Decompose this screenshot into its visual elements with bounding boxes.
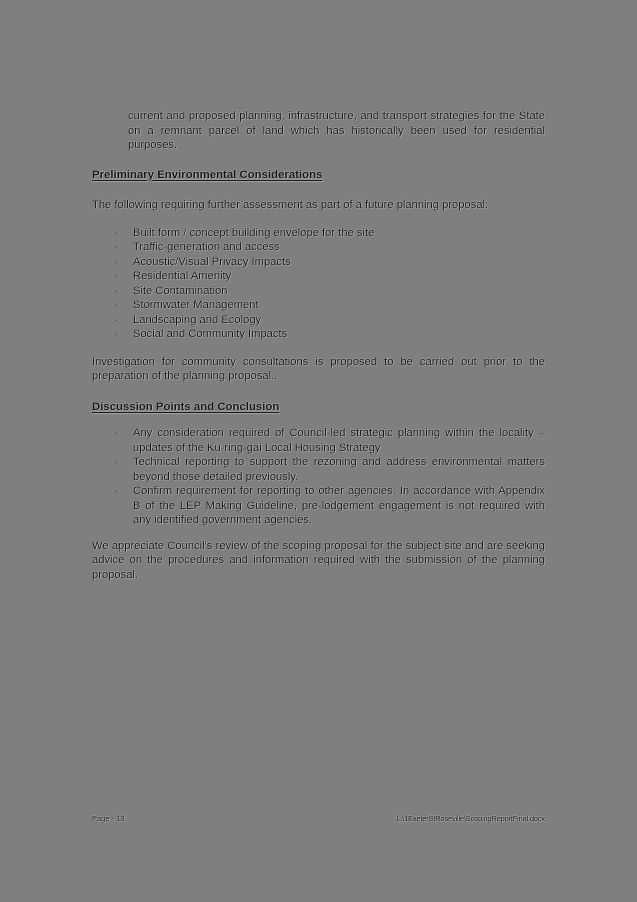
section-heading-discussion-points-and-conclusion: Discussion Points and Conclusion — [92, 400, 280, 413]
bullet-dash: - — [115, 456, 119, 468]
document-body — [92, 0, 545, 582]
bullet-dash: - — [115, 270, 119, 282]
list-item-text: Any consideration required of Council-led strategic planning within the locality – updates of the Ku-ring-gai Local Housing Strategy — [133, 427, 545, 454]
footer-file-path: L:\1ExeterStRoseville\ScopingReportFinal.docx — [396, 814, 545, 823]
list-item-text: Site Contamination — [133, 284, 228, 297]
list-item-text: Traffic-generation and access — [133, 241, 280, 253]
bullet-dash: - — [115, 313, 119, 326]
discussion-points-list — [92, 426, 545, 528]
environmental-considerations-list — [92, 226, 545, 342]
page-footer — [92, 814, 545, 824]
bullet-dash: - — [115, 485, 119, 497]
conclusion-paragraph: We appreciate Council's review of the scoping proposal for the subject site and are seeking advice on the procedures and information required with the submission of the planning proposal. — [92, 539, 545, 581]
list-item — [92, 240, 545, 255]
list-item — [92, 327, 545, 342]
list-item — [92, 455, 545, 484]
bullet-dash: - — [115, 427, 119, 439]
bullet-dash: - — [115, 284, 119, 297]
list-item — [92, 269, 545, 284]
list-item — [92, 255, 545, 270]
list-item-text: Confirm requirement for reporting to other agencies. In accordance with Appendix B of the LEP Making Guideline, pre-lodgement engagement is not required with any identified government agencies. — [133, 485, 545, 526]
list-item — [92, 426, 545, 455]
list-item-text: Built form / concept building envelope for the site — [133, 226, 375, 239]
list-item — [92, 226, 545, 241]
list-item — [92, 313, 545, 328]
preliminary-lead-paragraph: The following requiring further assessment as part of a future planning proposal: — [92, 199, 489, 211]
bullet-dash: - — [115, 226, 119, 239]
intro-paragraph: current and proposed planning, infrastructure, and transport strategies for the State on a remnant parcel of land which has historically been used for residential purposes. — [128, 110, 545, 151]
bullet-dash: - — [115, 255, 119, 268]
list-item-text: Stormwater Management — [133, 299, 259, 311]
list-item-text: Acoustic/Visual Privacy Impacts — [133, 255, 291, 268]
list-item — [92, 284, 545, 299]
list-item-text: Landscaping and Ecology — [133, 313, 262, 326]
bullet-dash: - — [115, 241, 119, 253]
list-item — [92, 298, 545, 313]
list-item-text: Social and Community Impacts — [133, 328, 288, 340]
list-item — [92, 484, 545, 528]
list-item-text: Residential Amenity — [133, 270, 232, 282]
bullet-dash: - — [115, 299, 119, 311]
footer-page-number: Page - 13 — [92, 814, 125, 823]
list-item-text: Technical reporting to support the rezoning and address environmental matters beyond those detailed previously. — [133, 456, 545, 483]
bullet-dash: - — [115, 328, 119, 340]
community-consultation-paragraph: Investigation for community consultations is proposed to be carried out prior to the preparation of the planning proposal.. — [92, 355, 545, 382]
section-heading-preliminary-environmental-considerations: Preliminary Environmental Considerations — [92, 168, 323, 181]
